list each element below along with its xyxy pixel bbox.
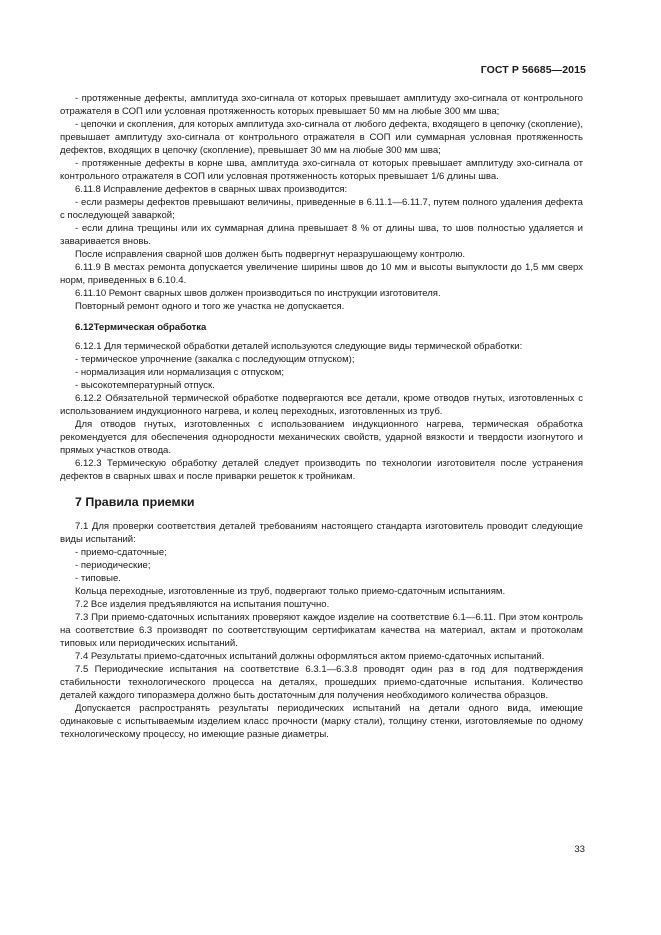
paragraph: 6.11.10 Ремонт сварных швов должен производиться по инструкции изготовителя. bbox=[75, 288, 441, 299]
page-number: 33 bbox=[574, 844, 585, 855]
paragraph: 6.12.1 Для термической обработки деталей используются следующие виды термической обработки: bbox=[75, 341, 523, 352]
paragraph: После исправления сварной шов должен быть подвергнут неразрушающему контролю. bbox=[75, 249, 466, 260]
paragraph: 7.1 Для проверки соответствия деталей требованиям настоящего стандарта изготовитель проводит следующие виды испытаний: bbox=[60, 521, 583, 545]
paragraph: - типовые. bbox=[75, 573, 121, 584]
paragraph: 6.11.8 Исправление дефектов в сварных швах производится: bbox=[75, 184, 348, 195]
paragraph: 7.5 Периодические испытания на соответствие 6.3.1—6.3.8 проводят один раз в год для подтверждения стабильности технологического процесса на деталях, прошедших приемо-сдаточные испытания. Количество деталей каждого типоразмера должно быть достаточным для получения необходимого количества образцов. bbox=[60, 664, 583, 701]
paragraph: 7.3 При приемо-сдаточных испытаниях проверяют каждое изделие на соответствие 6.1—6.11. При этом контроль на соответствие 6.3 производят по соответствующим сертификатам качества на материал, актам и протоколам типовых или периодических испытаний. bbox=[60, 612, 583, 649]
paragraph: 6.12.2 Обязательной термической обработке подвергаются все детали, кроме отводов гнутых, изготовленных с использованием индукционного нагрева, и колец переходных, изготовленных из труб. bbox=[60, 393, 583, 417]
paragraph: Для отводов гнутых, изготовленных с использованием индукционного нагрева, термическая обработка рекомендуется для обеспечения однородности механических свойств, ударной вязкости и твердости изогнутого и прямых участков отвода. bbox=[60, 419, 583, 456]
section-heading: 7 Правила приемки bbox=[75, 495, 195, 509]
paragraph: 6.12.3 Термическую обработку деталей следует производить по технологии изготовителя после устранения дефектов в сварных швах и после приварки решеток к тройникам. bbox=[60, 458, 583, 482]
document-code-header: ГОСТ Р 56685—2015 bbox=[480, 64, 586, 76]
document-body bbox=[60, 92, 583, 741]
paragraph: Повторный ремонт одного и того же участка не допускается. bbox=[75, 301, 345, 312]
paragraph: - если длина трещины или их суммарная длина превышает 8 % от длины шва, то шов полностью удаляется и заваривается вновь. bbox=[60, 223, 583, 247]
paragraph: 7.2 Все изделия предъявляются на испытания поштучно. bbox=[75, 599, 330, 610]
paragraph: - термическое упрочнение (закалка с последующим отпуском); bbox=[75, 354, 355, 365]
paragraph: Кольца переходные, изготовленные из труб, подвергают только приемо-сдаточным испытаниям. bbox=[75, 586, 506, 597]
paragraph: - протяженные дефекты, амплитуда эхо-сигнала от которых превышает амплитуду эхо-сигнала от контрольного отражателя в СОП или условная протяженность которых превышает 50 мм на любые 300 мм шва; bbox=[60, 93, 583, 117]
paragraph: Допускается распространять результаты периодических испытаний на детали одного вида, имеющие одинаковые с испытываемым изделием класс прочности (марку стали), толщину стенки, изготовляемые по одному технологическому процессу, но имеющие разные диаметры. bbox=[60, 703, 583, 740]
paragraph: 7.4 Результаты приемо-сдаточных испытаний должны оформляться актом приемо-сдаточных испытаний. bbox=[75, 651, 545, 662]
paragraph: - нормализация или нормализация с отпуском; bbox=[75, 367, 284, 378]
paragraph: - цепочки и скопления, для которых амплитуда эхо-сигнала от любого дефекта, входящего в цепочку (скопление), превышает амплитуду эхо-сигнала от контрольного отражателя в СОП или суммарная условная протяженность дефектов, входящих в цепочку (скопление), превышает 30 мм на любые 300 мм шва; bbox=[60, 119, 583, 156]
paragraph: - высокотемпературный отпуск. bbox=[75, 380, 215, 391]
paragraph: - приемо-сдаточные; bbox=[75, 547, 167, 558]
paragraph: 6.11.9 В местах ремонта допускается увеличение ширины швов до 10 мм и высоты выпуклости до 1,5 мм сверх норм, приведенных в 6.10.4. bbox=[60, 262, 583, 286]
paragraph: - периодические; bbox=[75, 560, 151, 571]
paragraph: - протяженные дефекты в корне шва, амплитуда эхо-сигнала от которых превышает амплитуду эхо-сигнала от контрольного отражателя в СОП или условная протяженность которых превышает 1/6 длины шва. bbox=[60, 158, 583, 182]
paragraph: - если размеры дефектов превышают величины, приведенные в 6.11.1—6.11.7, путем полного удаления дефекта с последующей заваркой; bbox=[60, 197, 583, 221]
subsection-heading: 6.12Термическая обработка bbox=[75, 322, 207, 333]
